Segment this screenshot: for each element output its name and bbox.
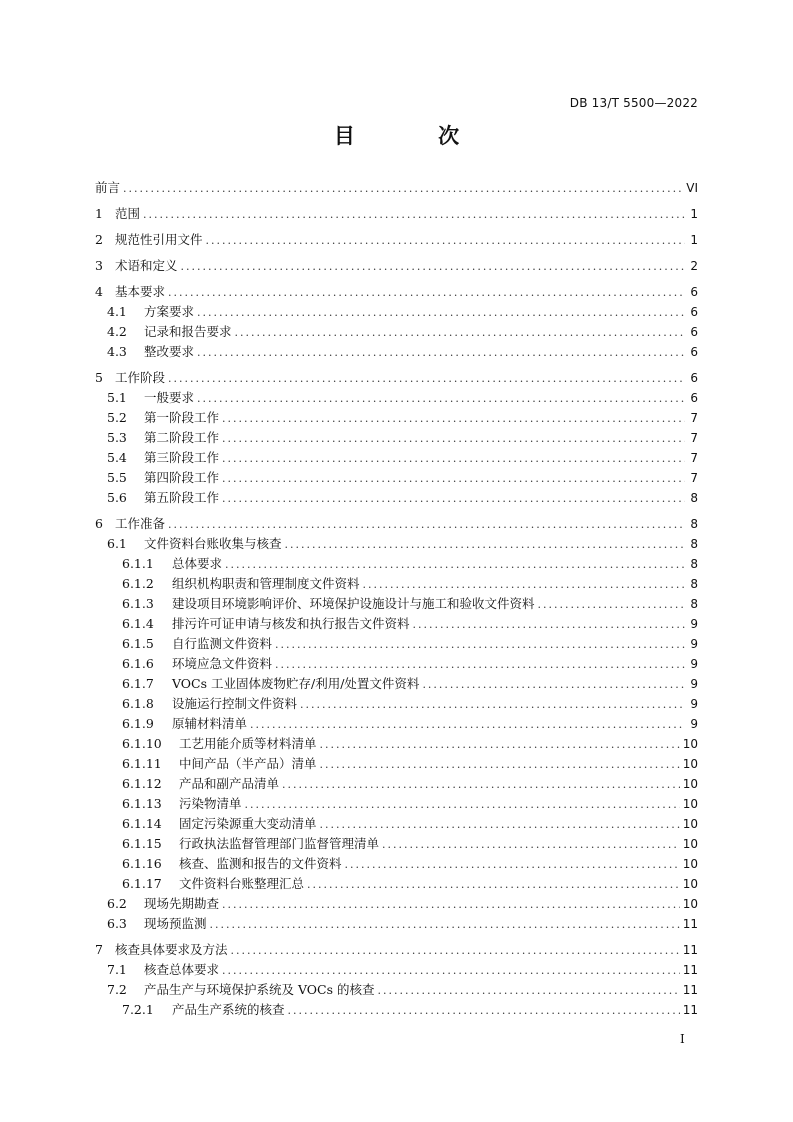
toc-entry-number: 7.2 [107, 982, 127, 997]
toc-entry[interactable] [95, 322, 698, 342]
dot-leader [222, 895, 680, 915]
toc-entry[interactable] [95, 574, 698, 594]
toc-entry-page: 9 [690, 637, 698, 651]
toc-entry-label: 第五阶段工作 [144, 490, 220, 505]
toc-entry[interactable] [95, 614, 698, 634]
toc-entry-label: 现场预监测 [144, 916, 207, 931]
toc-entry-label: 产品生产系统的核查 [172, 1002, 285, 1017]
toc-entry[interactable] [95, 488, 698, 508]
toc-entry-label: 一般要求 [144, 390, 195, 405]
toc-entry-page: 11 [682, 963, 698, 977]
toc-entry-page: 10 [682, 777, 698, 791]
toc-entry[interactable] [95, 674, 698, 694]
toc-entry-label: 术语和定义 [115, 258, 178, 273]
toc-entry-number: 6.2 [107, 896, 127, 911]
toc-entry[interactable] [95, 428, 698, 448]
standard-code: DB 13/T 5500—2022 [569, 96, 698, 110]
toc-entry-label: 产品生产与环境保护系统及 VOCs 的核查 [144, 982, 375, 997]
toc-entry[interactable] [95, 960, 698, 980]
toc-entry-page: VI [686, 181, 698, 195]
toc-entry[interactable] [95, 980, 698, 1000]
dot-leader [222, 409, 685, 429]
toc-entry[interactable] [95, 714, 698, 734]
toc-entry-page: 6 [690, 345, 698, 359]
dot-leader [363, 575, 685, 595]
toc-entry[interactable] [95, 754, 698, 774]
toc-entry-label: 工作准备 [115, 516, 166, 531]
toc-entry[interactable] [95, 594, 698, 614]
dot-leader [250, 715, 685, 735]
toc-entry-number: 6.1.5 [122, 636, 154, 651]
toc-entry-label: 记录和报告要求 [144, 324, 232, 339]
toc-entry[interactable] [95, 914, 698, 934]
toc-entry-number: 6.1.6 [122, 656, 154, 671]
toc-entry-label: 核查总体要求 [144, 962, 220, 977]
toc-entry-number: 2 [95, 232, 103, 247]
toc-entry[interactable] [95, 256, 698, 276]
dot-leader [382, 835, 680, 855]
toc-entry-number: 6.1.17 [122, 876, 162, 891]
toc-entry-page: 8 [690, 597, 698, 611]
toc-entry-page: 10 [682, 837, 698, 851]
toc-entry-number: 5 [95, 370, 103, 385]
toc-entry-label: 第三阶段工作 [144, 450, 220, 465]
toc-entry[interactable] [95, 230, 698, 250]
toc-entry-page: 9 [690, 717, 698, 731]
toc-entry-number: 4.3 [107, 344, 127, 359]
toc-entry-page: 8 [690, 491, 698, 505]
toc-entry-label: 核查、监测和报告的文件资料 [179, 856, 342, 871]
dot-leader [538, 595, 685, 615]
dot-leader [275, 655, 685, 675]
toc-entry-label: 环境应急文件资料 [172, 656, 273, 671]
toc-entry-number: 6.1 [107, 536, 127, 551]
toc-entry[interactable] [95, 694, 698, 714]
toc-entry[interactable] [95, 874, 698, 894]
toc-entry[interactable] [95, 448, 698, 468]
toc-entry-label: 建设项目环境影响评价、环境保护设施设计与施工和验收文件资料 [172, 596, 535, 611]
toc-entry-label: 设施运行控制文件资料 [172, 696, 298, 711]
dot-leader [282, 775, 680, 795]
toc-entry[interactable] [95, 534, 698, 554]
toc-entry-label: 第四阶段工作 [144, 470, 220, 485]
toc-entry-page: 11 [682, 943, 698, 957]
toc-entry-page: 7 [690, 431, 698, 445]
toc-entry-label: 排污许可证申请与核发和执行报告文件资料 [172, 616, 410, 631]
toc-entry-label: VOCs 工业固体废物贮存/利用/处置文件资料 [172, 676, 420, 691]
toc-entry-page: 8 [690, 517, 698, 531]
dot-leader [222, 449, 685, 469]
dot-leader [197, 389, 685, 409]
toc-entry-label: 第二阶段工作 [144, 430, 220, 445]
toc-entry-number: 6.3 [107, 916, 127, 931]
toc-entry-page: 6 [690, 325, 698, 339]
toc-entry-number: 7.1 [107, 962, 127, 977]
dot-leader [222, 961, 680, 981]
toc-entry[interactable] [95, 368, 698, 388]
toc-entry-page: 7 [690, 471, 698, 485]
dot-leader [320, 815, 680, 835]
toc-entry-label: 中间产品（半产品）清单 [179, 756, 317, 771]
toc-entry[interactable] [95, 940, 698, 960]
toc-entry-page: 9 [690, 657, 698, 671]
toc-entry-page: 10 [682, 877, 698, 891]
toc-entry-number: 1 [95, 206, 103, 221]
toc-entry-page: 6 [690, 305, 698, 319]
toc-entry-label: 规范性引用文件 [115, 232, 203, 247]
toc-entry-number: 6.1.3 [122, 596, 154, 611]
toc-entry-page: 8 [690, 577, 698, 591]
toc-entry[interactable] [95, 178, 698, 198]
toc-entry[interactable] [95, 794, 698, 814]
dot-leader [181, 257, 685, 277]
page-title: 目 次 [333, 124, 498, 148]
toc-entry-number: 5.4 [107, 450, 127, 465]
toc-entry[interactable] [95, 554, 698, 574]
toc-entry-label: 原辅材料清单 [172, 716, 248, 731]
dot-leader [413, 615, 685, 635]
dot-leader [345, 855, 680, 875]
toc-entry[interactable] [95, 734, 698, 754]
dot-leader [422, 675, 685, 695]
toc-entry[interactable] [95, 814, 698, 834]
dot-leader [377, 981, 679, 1001]
toc-entry[interactable] [95, 654, 698, 674]
toc-entry-page: 9 [690, 677, 698, 691]
dot-leader [245, 795, 680, 815]
toc-entry-number: 6.1.14 [122, 816, 162, 831]
toc-entry-number: 5.2 [107, 410, 127, 425]
dot-leader [320, 735, 680, 755]
toc-entry[interactable] [95, 388, 698, 408]
toc-entry[interactable] [95, 634, 698, 654]
toc-entry-number: 4.1 [107, 304, 127, 319]
toc-entry-number: 5.3 [107, 430, 127, 445]
toc-entry-label: 固定污染源重大变动清单 [179, 816, 317, 831]
toc-entry[interactable] [95, 282, 698, 302]
toc-entry-label: 组织机构职责和管理制度文件资料 [172, 576, 360, 591]
toc-entry-label: 整改要求 [144, 344, 195, 359]
toc-entry-number: 5.6 [107, 490, 127, 505]
toc-entry-label: 前言 [95, 180, 121, 195]
toc-entry-number: 7.2.1 [122, 1002, 154, 1017]
toc-entry-page: 10 [682, 757, 698, 771]
dot-leader [168, 369, 685, 389]
dot-leader [285, 535, 685, 555]
toc-entry-page: 9 [690, 697, 698, 711]
toc-entry[interactable] [95, 204, 698, 224]
toc-entry-page: 10 [682, 897, 698, 911]
toc-entry-number: 6 [95, 516, 103, 531]
dot-leader [210, 915, 680, 935]
toc-entry-label: 产品和副产品清单 [179, 776, 280, 791]
toc-entry-page: 10 [682, 817, 698, 831]
toc-entry-number: 6.1.13 [122, 796, 162, 811]
toc-entry-label: 行政执法监督管理部门监督管理清单 [179, 836, 380, 851]
toc-entry[interactable] [95, 342, 698, 362]
toc-entry-label: 总体要求 [172, 556, 223, 571]
toc-entry[interactable] [95, 468, 698, 488]
toc-entry-number: 6.1.8 [122, 696, 154, 711]
toc-entry-page: 7 [690, 451, 698, 465]
dot-leader [307, 875, 680, 895]
toc-entry-page: 8 [690, 537, 698, 551]
toc-entry-page: 9 [690, 617, 698, 631]
dot-leader [300, 695, 685, 715]
toc-entry-label: 工作阶段 [115, 370, 166, 385]
dot-leader [288, 1001, 680, 1021]
toc-entry-number: 5.5 [107, 470, 127, 485]
toc-entry-label: 自行监测文件资料 [172, 636, 273, 651]
toc-entry-number: 5.1 [107, 390, 127, 405]
toc-entry-label: 方案要求 [144, 304, 195, 319]
toc-entry-label: 现场先期勘查 [144, 896, 220, 911]
toc-entry-number: 4.2 [107, 324, 127, 339]
toc-entry-number: 6.1.4 [122, 616, 154, 631]
toc-entry-page: 6 [690, 391, 698, 405]
toc-entry-page: 1 [690, 207, 698, 221]
toc-entry-number: 7 [95, 942, 103, 957]
toc-entry-page: 10 [682, 737, 698, 751]
toc-entry-label: 文件资料台账收集与核查 [144, 536, 282, 551]
toc-entry[interactable] [95, 834, 698, 854]
toc-entry-label: 污染物清单 [179, 796, 242, 811]
toc-entry-number: 6.1.10 [122, 736, 162, 751]
toc-entry-number: 6.1.11 [122, 756, 162, 771]
dot-leader [235, 323, 685, 343]
toc-entry-page: 8 [690, 557, 698, 571]
dot-leader [197, 343, 685, 363]
toc-entry-page: 11 [682, 1003, 698, 1017]
toc-entry[interactable] [95, 514, 698, 534]
toc-entry-number: 4 [95, 284, 103, 299]
toc-entry-page: 10 [682, 797, 698, 811]
toc-entry-page: 2 [690, 259, 698, 273]
toc-entry[interactable] [95, 774, 698, 794]
dot-leader [197, 303, 685, 323]
toc-entry-number: 6.1.2 [122, 576, 154, 591]
toc-entry-label: 核查具体要求及方法 [115, 942, 228, 957]
dot-leader [168, 283, 685, 303]
toc-entry-page: 10 [682, 857, 698, 871]
dot-leader [168, 515, 685, 535]
dot-leader [231, 941, 680, 961]
toc-entry-number: 6.1.16 [122, 856, 162, 871]
dot-leader [222, 469, 685, 489]
dot-leader [225, 555, 685, 575]
toc-entry-page: 6 [690, 371, 698, 385]
table-of-contents [95, 178, 698, 1020]
toc-entry-number: 6.1.9 [122, 716, 154, 731]
toc-entry-page: 11 [682, 917, 698, 931]
dot-leader [275, 635, 685, 655]
dot-leader [222, 489, 685, 509]
toc-entry-number: 6.1.15 [122, 836, 162, 851]
toc-entry[interactable] [95, 408, 698, 428]
toc-entry-page: 1 [690, 233, 698, 247]
toc-entry-label: 文件资料台账整理汇总 [179, 876, 305, 891]
toc-entry-page: 11 [682, 983, 698, 997]
dot-leader [206, 231, 685, 251]
toc-entry-label: 范围 [115, 206, 141, 221]
dot-leader [222, 429, 685, 449]
dot-leader [123, 179, 683, 199]
toc-entry-number: 3 [95, 258, 103, 273]
toc-entry-label: 基本要求 [115, 284, 166, 299]
toc-entry[interactable] [95, 854, 698, 874]
toc-entry-number: 6.1.7 [122, 676, 154, 691]
toc-entry[interactable] [95, 302, 698, 322]
toc-entry-number: 6.1.12 [122, 776, 162, 791]
toc-entry-page: 6 [690, 285, 698, 299]
toc-entry[interactable] [95, 894, 698, 914]
toc-entry-number: 6.1.1 [122, 556, 154, 571]
dot-leader [320, 755, 680, 775]
toc-entry-label: 工艺用能介质等材料清单 [179, 736, 317, 751]
toc-entry[interactable] [95, 1000, 698, 1020]
toc-entry-page: 7 [690, 411, 698, 425]
dot-leader [143, 205, 685, 225]
toc-entry-label: 第一阶段工作 [144, 410, 220, 425]
page-number: I [680, 1032, 685, 1046]
